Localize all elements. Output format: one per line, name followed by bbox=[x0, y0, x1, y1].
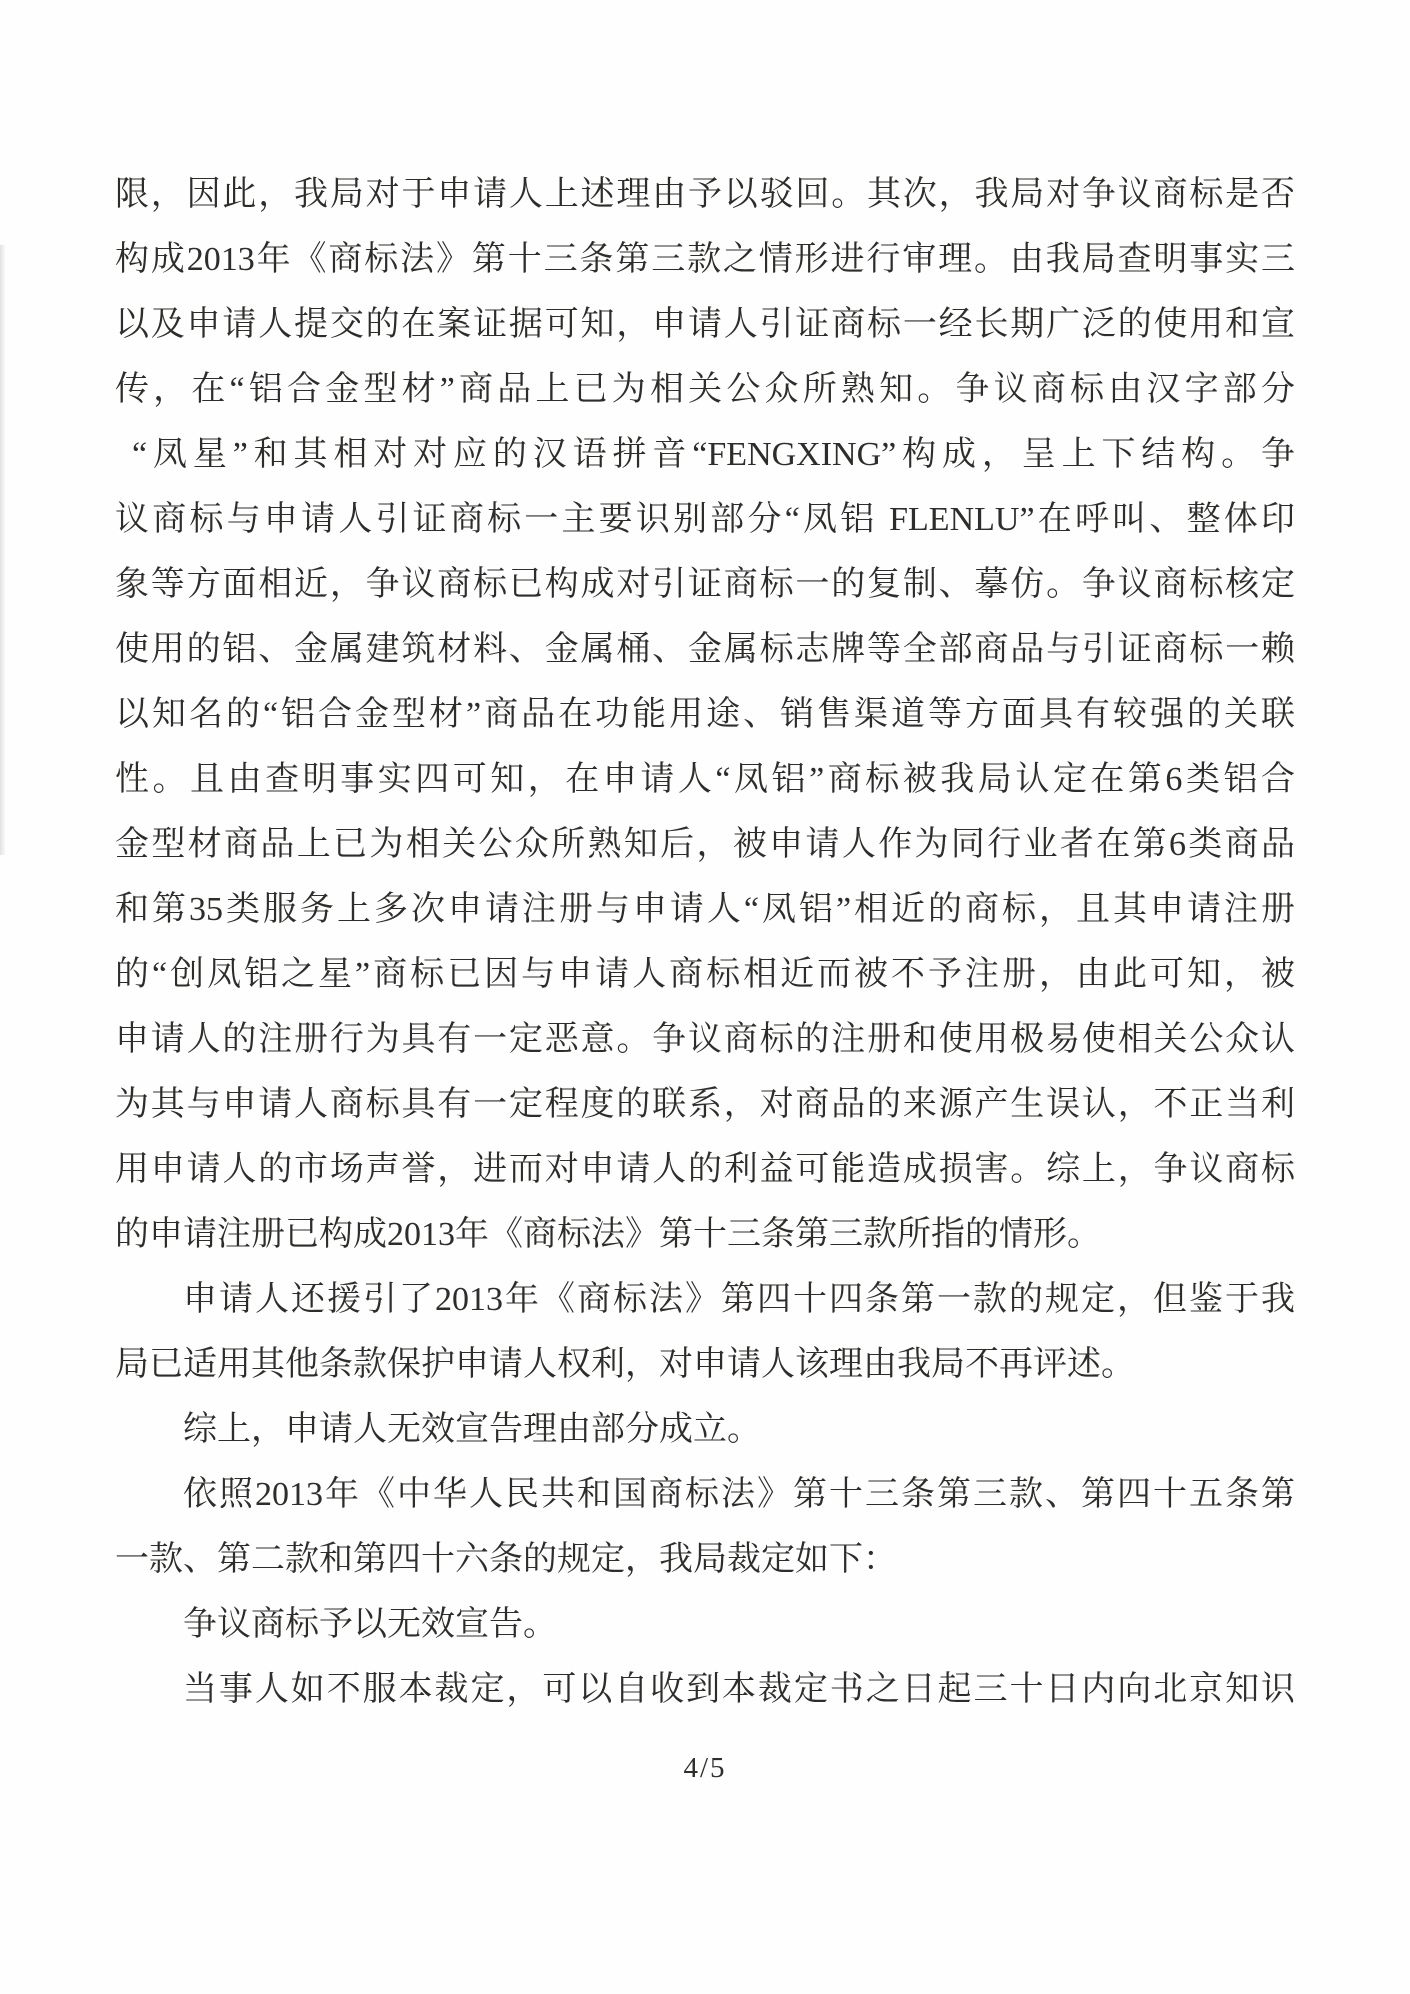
text-line: 的“创凤铝之星”商标已因与申请人商标相近而被不予注册，由此可知，被 bbox=[115, 956, 1295, 993]
text-line: 申请人的注册行为具有一定恶意。争议商标的注册和使用极易使相关公众认 bbox=[115, 1021, 1295, 1058]
text-line: 当事人如不服本裁定，可以自收到本裁定书之日起三十日内向北京知识 bbox=[183, 1671, 1295, 1708]
text-line: 以及申请人提交的在案证据可知，申请人引证商标一经长期广泛的使用和宣 bbox=[115, 306, 1295, 343]
text-line: 象等方面相近，争议商标已构成对引证商标一的复制、摹仿。争议商标核定 bbox=[115, 566, 1295, 603]
text-line: 限，因此，我局对于申请人上述理由予以驳回。其次，我局对争议商标是否 bbox=[115, 176, 1295, 213]
body-text bbox=[115, 162, 1295, 1722]
text-line: 用申请人的市场声誉，进而对申请人的利益可能造成损害。综上，争议商标 bbox=[115, 1151, 1295, 1188]
text-line: 一款、第二款和第四十六条的规定，我局裁定如下： bbox=[115, 1541, 897, 1578]
text-line: 争议商标予以无效宣告。 bbox=[183, 1606, 557, 1643]
text-line: 局已适用其他条款保护申请人权利，对申请人该理由我局不再评述。 bbox=[115, 1346, 1135, 1383]
text-line: 为其与申请人商标具有一定程度的联系，对商品的来源产生误认，不正当利 bbox=[115, 1086, 1295, 1123]
text-line: 使用的铝、金属建筑材料、金属桶、金属标志牌等全部商品与引证商标一赖 bbox=[115, 631, 1295, 668]
text-line: 的申请注册已构成2013年《商标法》第十三条第三款所指的情形。 bbox=[115, 1216, 1101, 1253]
text-line: 依照2013年《中华人民共和国商标法》第十三条第三款、第四十五条第 bbox=[183, 1476, 1295, 1513]
text-line: 综上，申请人无效宣告理由部分成立。 bbox=[183, 1411, 761, 1448]
text-line: 和第35类服务上多次申请注册与申请人“凤铝”相近的商标，且其申请注册 bbox=[115, 891, 1295, 928]
text-line: 传，在“铝合金型材”商品上已为相关公众所熟知。争议商标由汉字部分 bbox=[115, 371, 1295, 408]
text-line: 申请人还援引了2013年《商标法》第四十四条第一款的规定，但鉴于我 bbox=[183, 1281, 1295, 1318]
text-line: 金型材商品上已为相关公众所熟知后，被申请人作为同行业者在第6类商品 bbox=[115, 826, 1295, 863]
text-line: “凤星”和其相对对应的汉语拼音“FENGXING”构成，呈上下结构。争 bbox=[132, 436, 1295, 473]
text-line: 议商标与申请人引证商标一主要识别部分“凤铝 FLENLU”在呼叫、整体印 bbox=[115, 501, 1295, 538]
page-number: 4/5 bbox=[683, 1752, 727, 1784]
text-line: 以知名的“铝合金型材”商品在功能用途、销售渠道等方面具有较强的关联 bbox=[115, 696, 1295, 733]
text-line: 构成2013年《商标法》第十三条第三款之情形进行审理。由我局查明事实三 bbox=[115, 241, 1295, 278]
text-line: 性。且由查明事实四可知，在申请人“凤铝”商标被我局认定在第6类铝合 bbox=[115, 761, 1295, 798]
scan-edge-artifact bbox=[0, 245, 6, 855]
